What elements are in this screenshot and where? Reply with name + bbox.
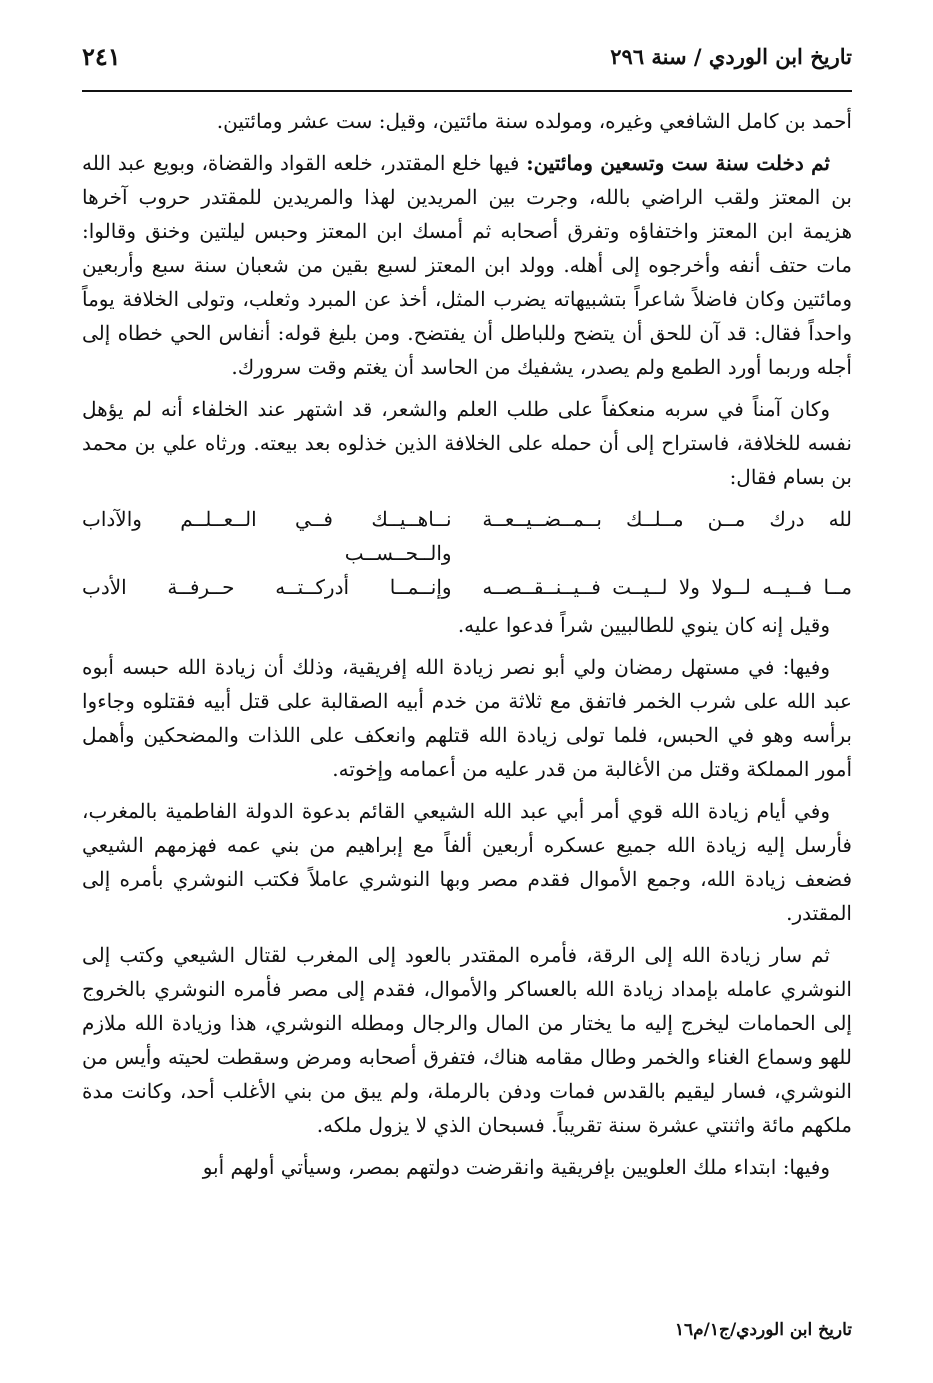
paragraph-text: وفي أيام زيادة الله قوي أمر أبي عبد الله الشيعي القائم بدعوة الدولة الفاطمية بالمغرب، فأرسل إليه زيادة الله جميع عسكره أربعين ألفاً مع إبراهيم من بني عمه فهزمهم الشيعي فضعف زيادة الله، وجمع الأموال فقدم مصر وبها النوشري عاملاً فكتب النوشري بأمره إلى المقتدر. — [82, 799, 852, 925]
paragraph — [82, 104, 852, 138]
poem-verse — [82, 570, 852, 604]
book-page — [82, 40, 852, 1360]
paragraph — [82, 1150, 852, 1184]
paragraph-text: أحمد بن كامل الشافعي وغيره، ومولده سنة مائتين، وقيل: ست عشر ومائتين. — [216, 109, 852, 133]
paragraph — [82, 794, 852, 930]
verse-first-half: لله درك مــن مــلــك بــمــضــيــعــة — [482, 507, 852, 531]
verse-second-half: نــاهــيــك فــي الــعــلــم والآداب والــحــســب — [82, 507, 452, 565]
page-number: ٢٤١ — [82, 42, 121, 71]
paragraph — [82, 608, 852, 642]
paragraph-text: وفيها: ابتداء ملك العلويين بإفريقية وانقرضت دولتهم بمصر، وسيأتي أولهم أبو — [202, 1155, 830, 1179]
paragraph-text: وفيها: في مستهل رمضان ولي أبو نصر زيادة الله إفريقية، وذلك أن زيادة الله حبسه أبوه عبد الله على شرب الخمر فاتفق مع ثلاثة من خدم أبيه الصقالبة على قتل أبيه فقتلوه وجاءوا برأسه وهو في الحبس، فلما تولى زيادة الله قتلهم وانعكف على اللذات والمضحكين وأهمل أمور المملكة وقتل من الأغالبة من قدر عليه من أعمامه وإخوته. — [82, 655, 852, 781]
paragraph-text: وقيل إنه كان ينوي للطالبيين شراً فدعوا عليه. — [457, 613, 830, 637]
verse-first-half: مــا فــيــه لــولا ولا لــيــت فــيــنــقــصــه — [482, 575, 852, 599]
page-header — [82, 40, 852, 92]
paragraph — [82, 392, 852, 494]
paragraph-text: ثم سار زيادة الله إلى الرقة، فأمره المقتدر بالعود إلى المغرب لقتال الشيعي وكتب إلى النوشري عامله بإمداد زيادة الله بالعساكر والأموال، فقدم إلى مصر فأمره النوشري بالخروج إلى الحمامات ليخرج إليه ما يختار من المال والرجال ومطله النوشري، هذا وزيادة الله ملازم للهو وسماع الغناء والخمر وطال مقامه هناك، فتفرق أصحابه ومرض وسقطت لحيته وأيس من النوشري، فسار ليقيم بالقدس فمات ودفن بالرملة، ولم يبق من بني الأغلب أحد، وكانت مدة ملكهم مائة واثنتي عشرة سنة تقريباً. فسبحان الذي لا يزول ملكه. — [82, 943, 852, 1137]
paragraph — [82, 146, 852, 384]
year-heading: ثم دخلت سنة ست وتسعين ومائتين: — [526, 151, 830, 175]
signature-footer: تاريخ ابن الوردي/ج١/م١٦ — [674, 1320, 852, 1340]
verse-second-half: وإنــمــا أدركــتــه حــرفــة الأدب — [82, 575, 452, 599]
running-title: تاريخ ابن الوردي / سنة ٢٩٦ — [610, 44, 852, 69]
paragraph-text: فيها خلع المقتدر، خلعه القواد والقضاة، وبويع عبد الله بن المعتز ولقب الراضي بالله، وجرت بين المريدين لهذا والمريدين للمقتدر حروب آخرها هزيمة ابن المعتز واختفاؤه وتفرق أصحابه ثم أمسك ابن المعتز وحبس ليلتين وخنق وقالوا: مات حتف أنفه وأخرجوه إلى أهله. وولد ابن المعتز لسبع بقين من شعبان سنة سبع وأربعين ومائتين وكان فاضلاً شاعراً بتشبيهاته يضرب المثل، أخذ عن المبرد وثعلب، وتولى الخلافة يوماً واحداً فقال: قد آن للحق أن يتضح وللباطل أن يفتضح. ومن بليغ قوله: أنفاس الحي خطاه إلى أجله وربما أورد الطمع ولم يصدر، يشفيك من الحاسد أن يغتم وقت سرورك. — [82, 151, 852, 379]
paragraph — [82, 938, 852, 1142]
poem — [82, 502, 852, 604]
paragraph-text: وكان آمناً في سربه منعكفاً على طلب العلم والشعر، قد اشتهر عند الخلفاء أنه لم يؤهل نفسه للخلافة، فاستراح إلى أن حمله على الخلافة الذين خذلوه بعد بيعته. ورثاه علي بن محمد بن بسام فقال: — [82, 397, 852, 489]
poem-verse — [82, 502, 852, 570]
paragraph — [82, 650, 852, 786]
